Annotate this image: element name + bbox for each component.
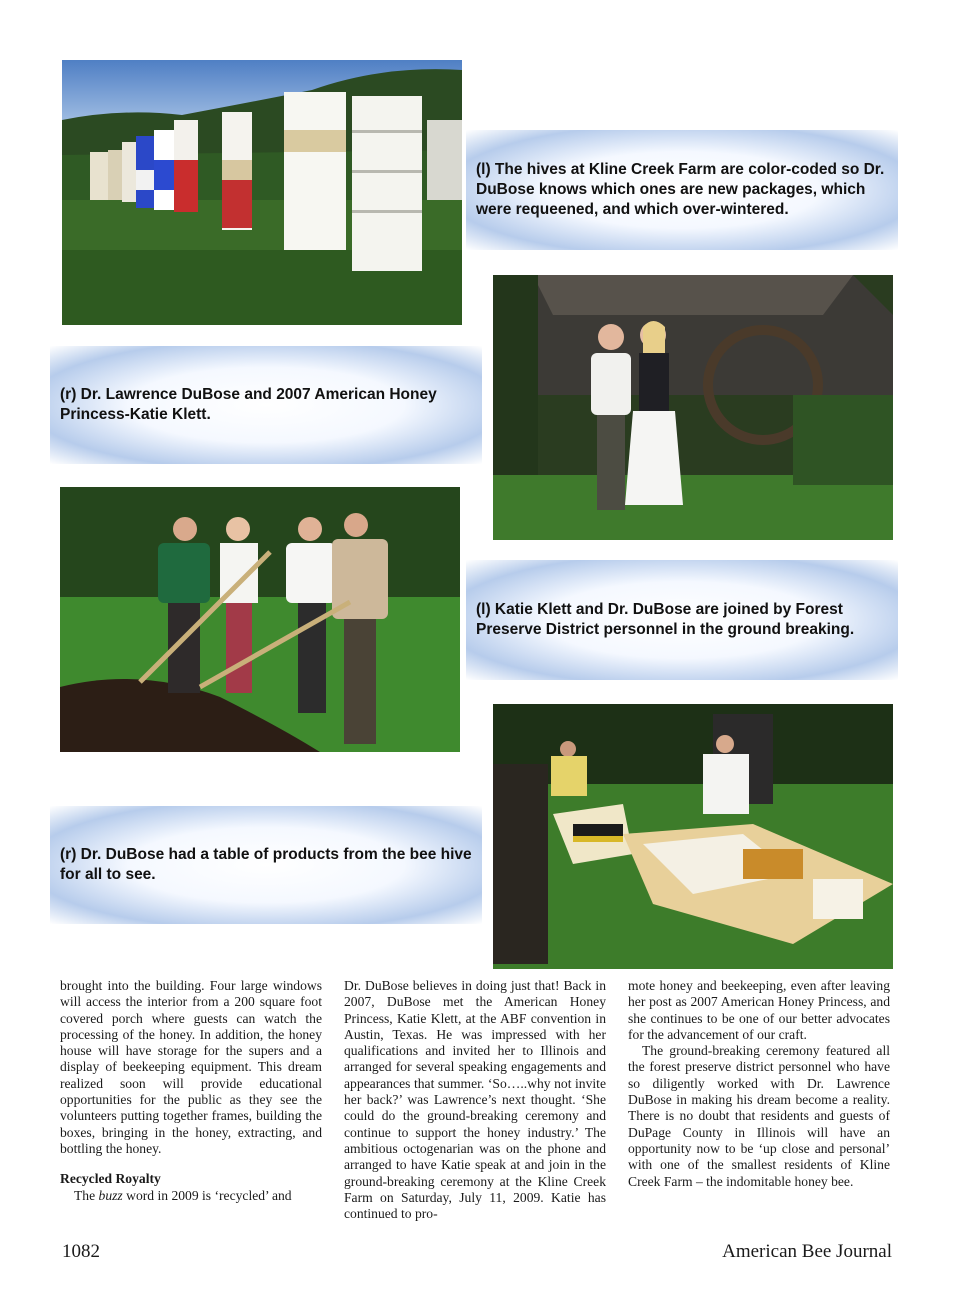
col3-paragraph-2: The ground-breaking ceremony featured all the forest preserve district personnel who have so diligently worked with Dr. Lawrence DuBose in making his dream become a reality. There is no doubt that residents and guests of DuPage County in Illinois will have an opportunity now to be ‘up close and personal’ with one of the smallest residents of Kline Creek Farm – the indomitable honey bee.: [628, 1043, 890, 1189]
dubose-princess-photo: [493, 275, 893, 540]
col1-paragraph-2: [60, 1188, 322, 1204]
ground-breaking-caption-text: (l) Katie Klett and Dr. DuBose are joined by Forest Preserve District personnel in the ground breaking.: [476, 601, 855, 638]
princess-caption-text: (r) Dr. Lawrence DuBose and 2007 American Honey Princess-Katie Klett.: [60, 386, 437, 423]
hives-caption: [466, 130, 898, 250]
article-column-2: [344, 978, 606, 1222]
journal-name: American Bee Journal: [722, 1241, 892, 1262]
page-number: 1082: [62, 1241, 100, 1262]
col1-p2-start: The: [74, 1187, 99, 1203]
col2-paragraph-1: Dr. DuBose believes in doing just that! Back in 2007, DuBose met the American Honey Princess, Katie Klett, at the ABF convention in Austin, Texas. He was impressed with her qualifications and invited her to Illinois and arranged for several speaking engagements and appearances that summer. ‘So…..why not invite her back?’ was Lawrence’s next thought. ‘She could do the ground-breaking ceremony and continue to support the honey industry.’ The ambitious octogenarian was on the phone and arranged to have Katie speak at and join in the ground-breaking ceremony at the Kline Creek Farm on Saturday, July 11, 2009. Katie has continued to pro-: [344, 978, 606, 1222]
hives-caption-text: (l) The hives at Kline Creek Farm are color-coded so Dr. DuBose knows which ones are new packages, which were requeened, and which over-wintered.: [476, 161, 885, 218]
products-table-photo: [493, 704, 893, 969]
hives-photo: [62, 60, 462, 325]
col1-p2-end: word in 2009 is ‘recycled’ and: [122, 1187, 292, 1203]
col1-p2-emphasis: buzz: [98, 1187, 123, 1203]
article-column-1: [60, 978, 322, 1204]
table-caption-text: (r) Dr. DuBose had a table of products from the bee hive for all to see.: [60, 846, 472, 883]
table-caption: [50, 806, 482, 924]
col3-paragraph-1: mote honey and beekeeping, even after leaving her post as 2007 American Honey Princess, and she continues to be one of our better advocates for the advancement of our craft.: [628, 978, 890, 1042]
article-column-3: [628, 978, 890, 1190]
section-heading-recycled-royalty: Recycled Royalty: [60, 1171, 161, 1187]
col1-paragraph-1: brought into the building. Four large windows will access the interior from a 200 square foot covered porch where guests can watch the processing of the honey. In addition, the honey house will have storage for the supers and a display of beekeeping equipment. This dream realized soon will provide educational opportunities for the public as they see the volunteers putting together frames, building the boxes, bringing in the honey, extracting, and bottling the honey.: [60, 978, 322, 1156]
princess-caption: [50, 346, 482, 464]
ground-breaking-photo: [60, 487, 460, 752]
ground-breaking-caption: [466, 560, 898, 680]
